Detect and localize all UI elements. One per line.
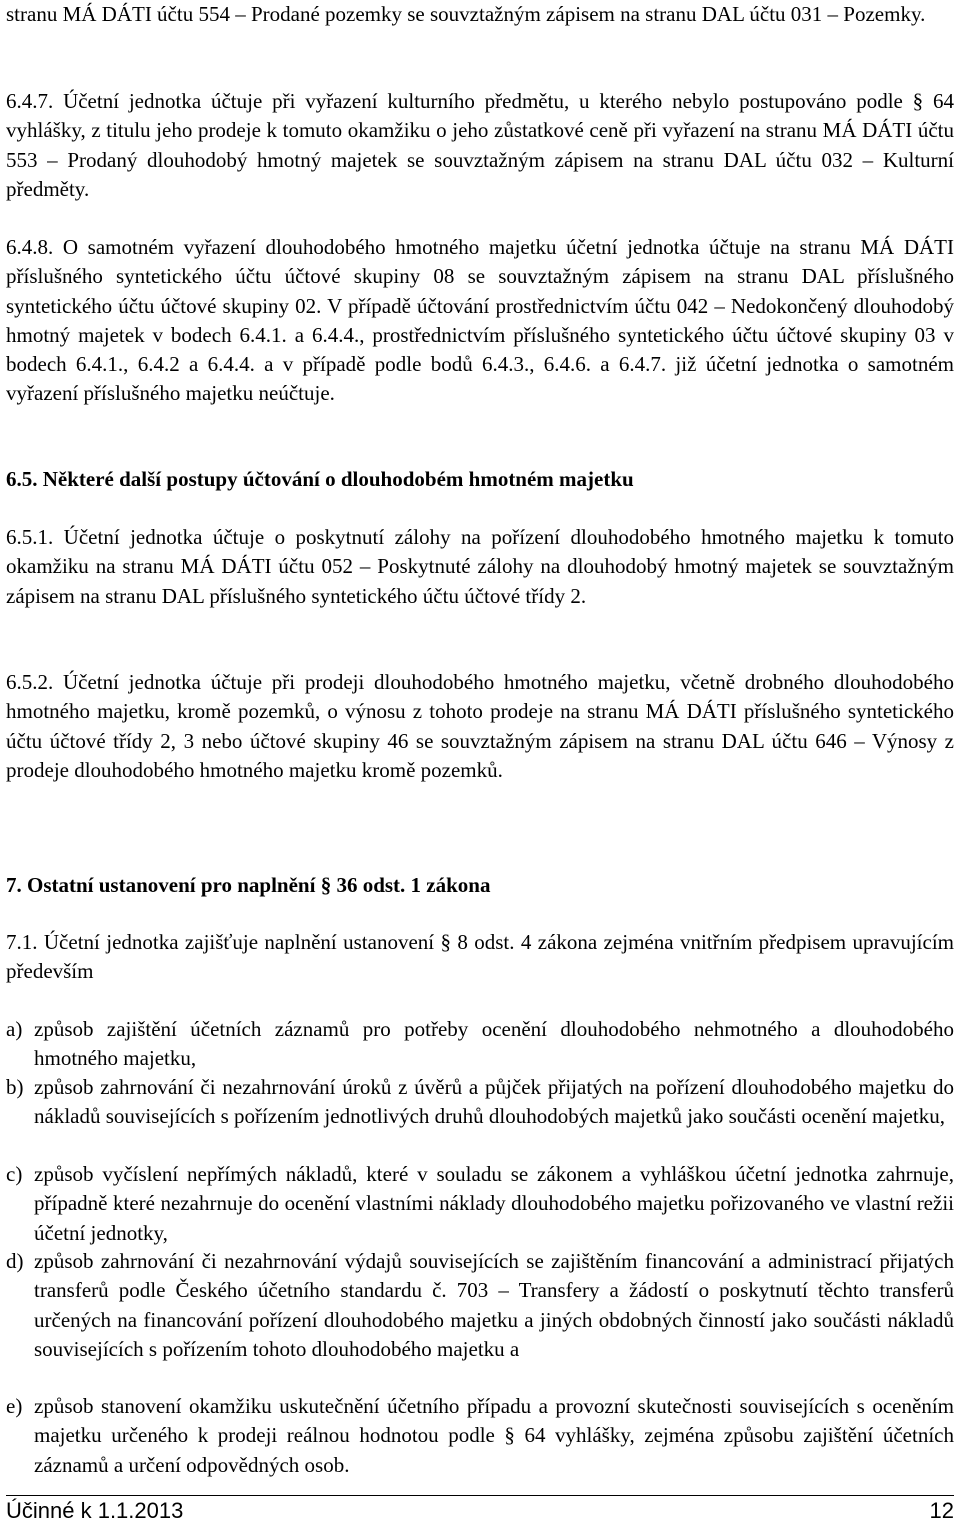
paragraph-continuation: stranu MÁ DÁTI účtu 554 – Prodané pozemky se souvztažným zápisem na stranu DAL účtu 031 – Pozemky. — [6, 2, 926, 26]
list-item-b — [6, 1073, 954, 1132]
section-heading-7: 7. Ostatní ustanovení pro naplnění § 36 odst. 1 zákona — [6, 873, 491, 897]
page-number: 12 — [929, 1498, 954, 1523]
list-item-text: způsob vyčíslení nepřímých nákladů, které v souladu se zákonem a vyhláškou účetní jednotka zahrnuje, případně které nezahrnuje do ocenění vlastními náklady dlouhodobého majetku pořizovaného ve vlastní režii účetní jednotky, — [34, 1162, 954, 1245]
list-item-e — [6, 1392, 954, 1480]
list-item-text: způsob zajištění účetních záznamů pro potřeby ocenění dlouhodobého nehmotného a dlouhodobého hmotného majetku, — [34, 1017, 954, 1071]
paragraph-6-5-2: 6.5.2. Účetní jednotka účtuje při prodeji dlouhodobého hmotného majetku, včetně drobného dlouhodobého hmotného majetku, kromě pozemků, o výnosu z tohoto prodeje na stranu MÁ DÁTI příslušného syntetického účtu účtové třídy 2, 3 nebo účtové skupiny 46 se souvztažným zápisem na stranu DAL účtu 646 – Výnosy z prodeje dlouhodobého hmotného majetku kromě pozemků. — [6, 670, 954, 782]
list-item-text: způsob zahrnování či nezahrnování výdajů souvisejících se zajištěním financování a administrací přijatých transferů podle Českého účetního standardu č. 703 – Transfery a žádostí o poskytnutí těchto transferů určených na financování pořízení dlouhodobého majetku a jiných obdobných činností jako součásti nákladů souvisejících s pořízením tohoto dlouhodobého majetku a — [34, 1249, 954, 1361]
paragraph-7-1: 7.1. Účetní jednotka zajišťuje naplnění ustanovení § 8 odst. 4 zákona zejména vnitřním předpisem upravujícím především — [6, 930, 954, 984]
paragraph-6-4-7: 6.4.7. Účetní jednotka účtuje při vyřazení kulturního předmětu, u kterého nebylo postupováno podle § 64 vyhlášky, z titulu jeho prodeje k tomuto okamžiku o jeho zůstatkové ceně při vyřazení na stranu MÁ DÁTI účtu 553 – Prodaný dlouhodobý hmotný majetek se souvztažným zápisem na stranu DAL účtu 032 – Kulturní předměty. — [6, 89, 954, 201]
section-heading-6-5: 6.5. Některé další postupy účtování o dlouhodobém hmotném majetku — [6, 467, 634, 491]
list-marker: e) — [6, 1394, 23, 1418]
list-item-a — [6, 1015, 954, 1074]
list-marker: a) — [6, 1017, 23, 1041]
list-item-c — [6, 1160, 954, 1248]
list-item-text: způsob zahrnování či nezahrnování úroků z úvěrů a půjček přijatých na pořízení dlouhodobého majetku do nákladů souvisejících s pořízením jednotlivých druhů dlouhodobých majetků jako součásti ocenění majetku, — [34, 1075, 954, 1129]
list-item-text: způsob stanovení okamžiku uskutečnění účetního případu a provozní skutečnosti souvisejících s oceněním majetku určeného k prodeji reálnou hodnotou podle § 64 vyhlášky, zejména způsobu zajištění účetních záznamů a určení odpovědných osob. — [34, 1394, 954, 1477]
footer-divider — [6, 1495, 954, 1496]
list-item-d — [6, 1247, 954, 1364]
list-marker: b) — [6, 1075, 24, 1099]
list-marker: c) — [6, 1162, 23, 1186]
footer-effective-date: Účinné k 1.1.2013 — [6, 1498, 184, 1523]
list-marker: d) — [6, 1249, 24, 1273]
paragraph-6-4-8: 6.4.8. O samotném vyřazení dlouhodobého hmotného majetku účetní jednotka účtuje na stranu MÁ DÁTI příslušného syntetického účtu účtové skupiny 08 se souvztažným zápisem na stranu DAL příslušného syntetického účtu účtové skupiny 02. V případě účtování prostřednictvím účtu 042 – Nedokončený dlouhodobý hmotný majetek v bodech 6.4.1. a 6.4.4., prostřednictvím příslušného syntetického účtu účtové skupiny 03 v bodech 6.4.1., 6.4.2 a 6.4.4. a v případě podle bodů 6.4.3., 6.4.6. a 6.4.7. již účetní jednotka o samotném vyřazení příslušného majetku neúčtuje. — [6, 235, 954, 406]
paragraph-6-5-1: 6.5.1. Účetní jednotka účtuje o poskytnutí zálohy na pořízení dlouhodobého hmotného majetku k tomuto okamžiku na stranu MÁ DÁTI účtu 052 – Poskytnuté zálohy na dlouhodobý hmotný majetek se souvztažným zápisem na stranu DAL příslušného syntetického účtu účtové třídy 2. — [6, 525, 954, 608]
